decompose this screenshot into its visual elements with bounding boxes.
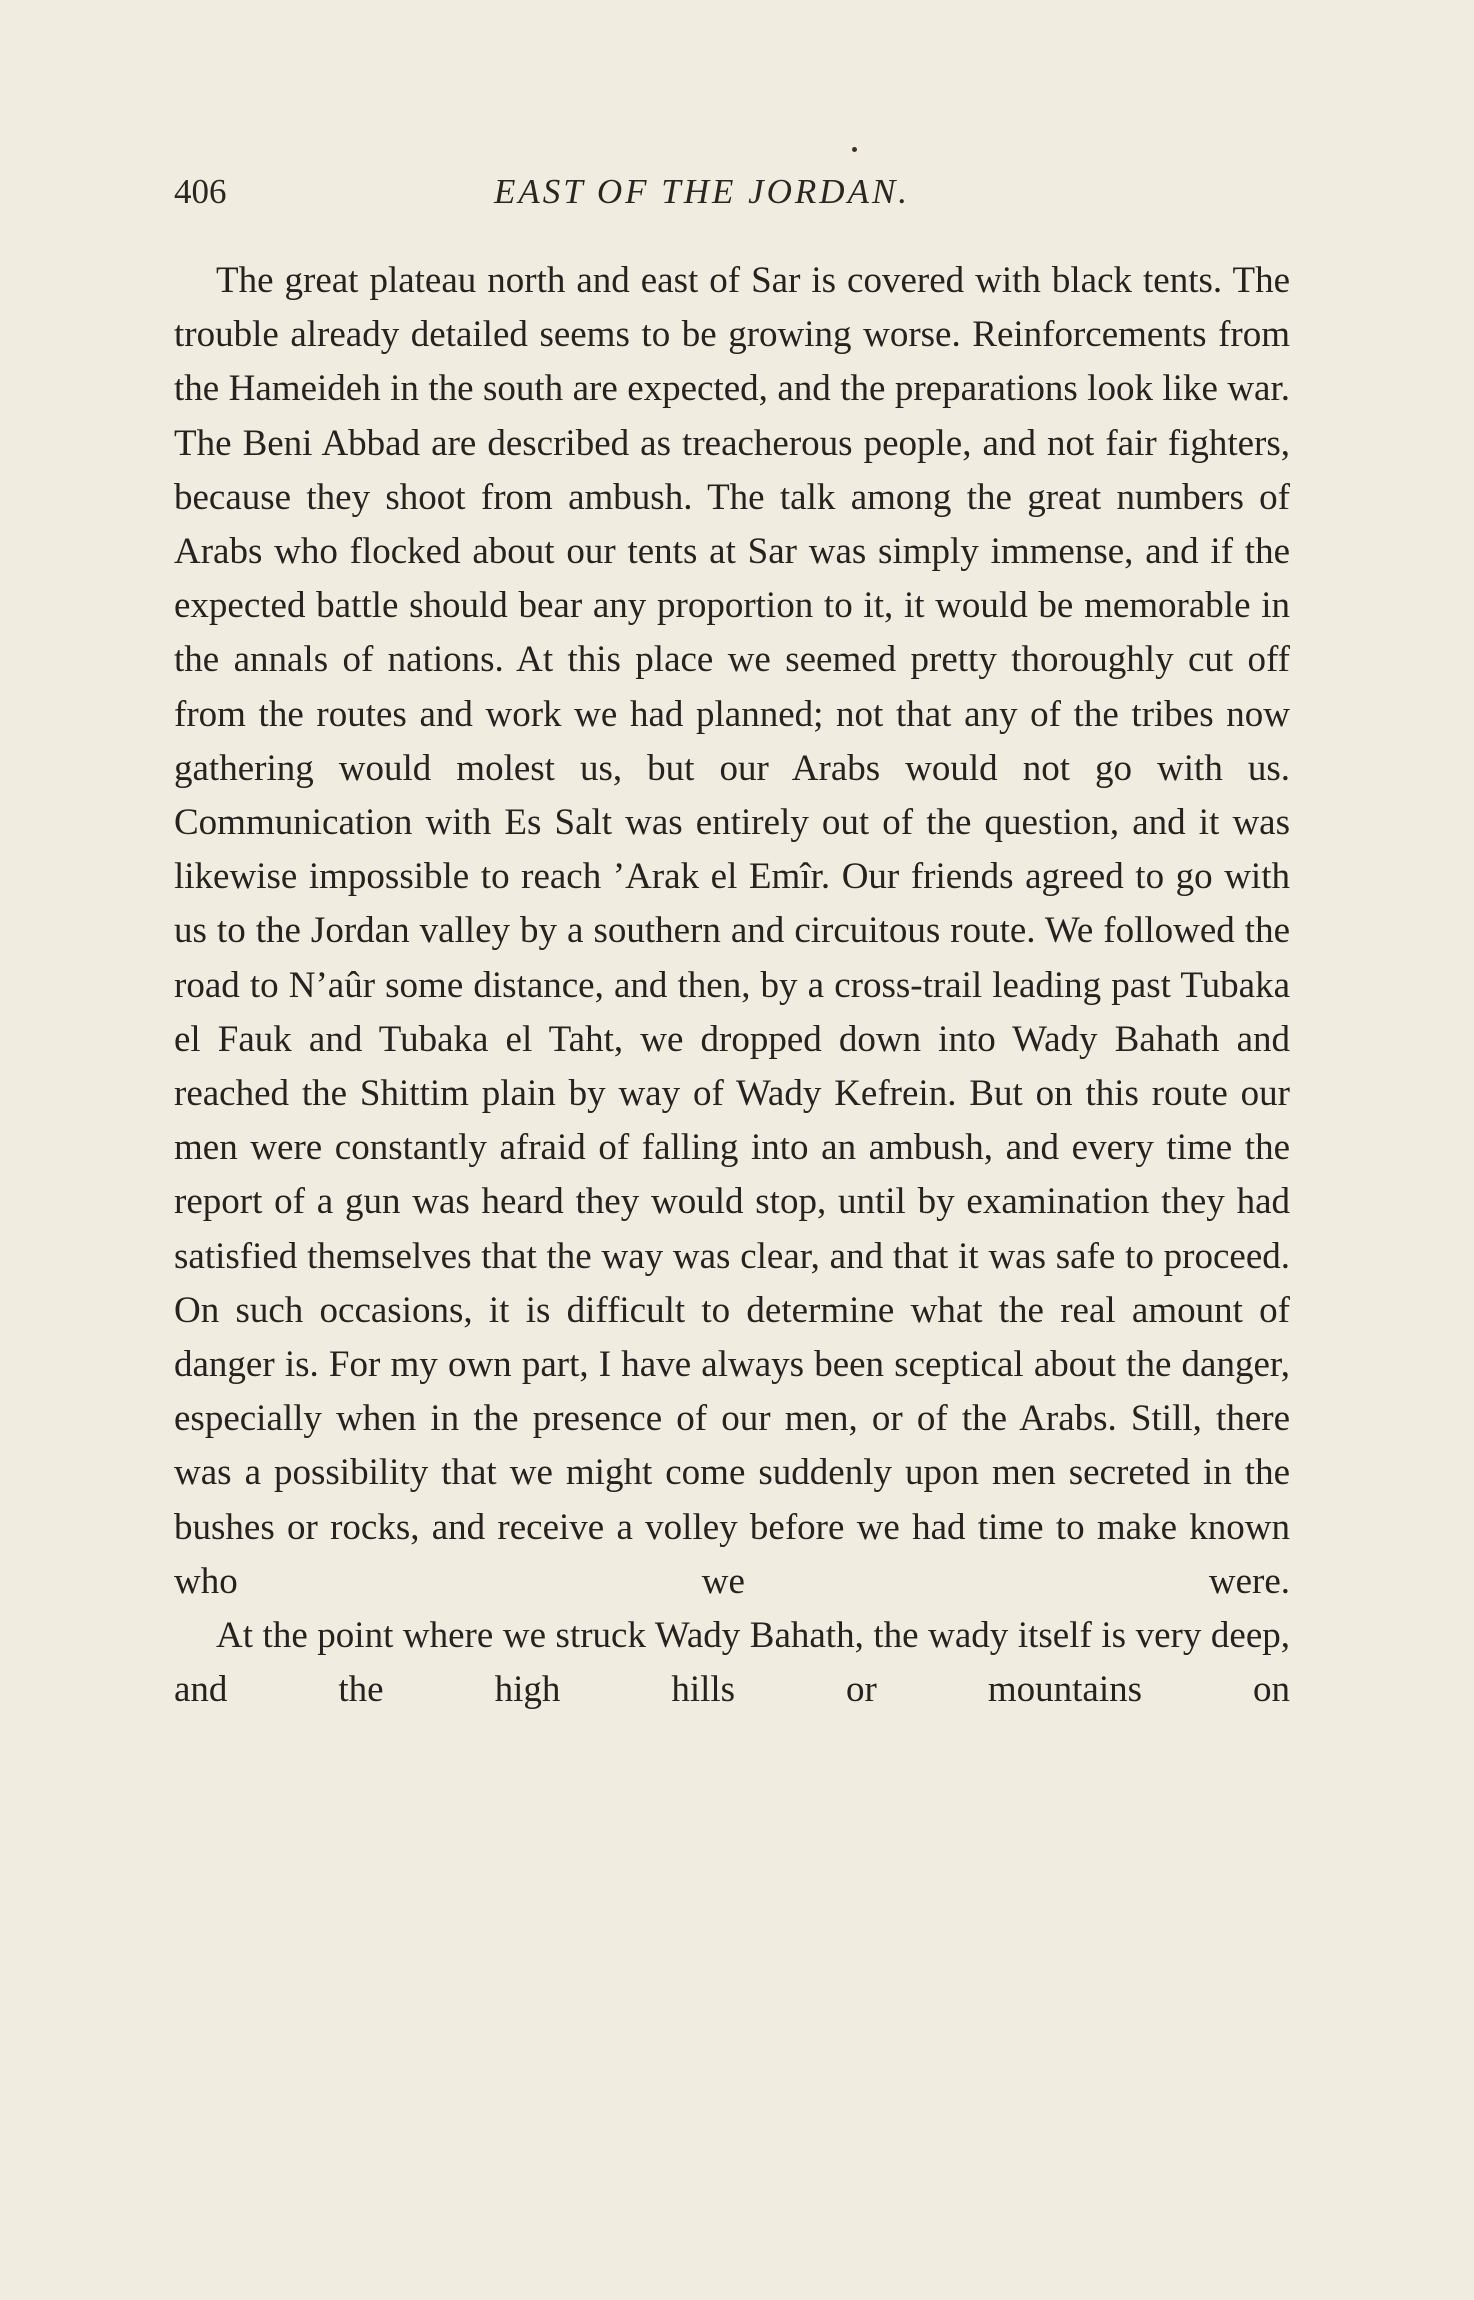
body-text xyxy=(174,254,1290,1717)
print-speck xyxy=(852,147,857,152)
running-title: EAST OF THE JORDAN. xyxy=(494,172,911,211)
page-header xyxy=(174,172,1290,222)
page-number: 406 xyxy=(174,172,227,211)
paragraph-2: At the point where we struck Wady Bahath, the wady itself is very deep, and the high hills or mountains on xyxy=(174,1615,1290,1711)
paragraph-1: The great plateau north and east of Sar is covered with black tents. The trouble already detailed seems to be growing worse. Reinforcements from the Hameideh in the south are expected, and the preparations look like war. The Beni Abbad are described as treacherous people, and not fair fighters, because they shoot from ambush. The talk among the great numbers of Arabs who flocked about our tents at Sar was simply immense, and if the expected battle should bear any proportion to it, it would be memorable in the annals of nations. At this place we seemed pretty thoroughly cut off from the routes and work we had planned; not that any of the tribes now gathering would molest us, but our Arabs would not go with us. Communication with Es Salt was entirely out of the question, and it was likewise impossible to reach ’Arak el Emîr. Our friends agreed to go with us to the Jordan valley by a southern and circuitous route. We followed the road to N’aûr some distance, and then, by a cross-trail leading past Tubaka el Fauk and Tubaka el Taht, we dropped down into Wady Bahath and reached the Shittim plain by way of Wady Kefrein. But on this route our men were constantly afraid of falling into an ambush, and every time the report of a gun was heard they would stop, until by examination they had satisfied themselves that the way was clear, and that it was safe to proceed. On such occasions, it is difficult to determine what the real amount of danger is. For my own part, I have always been sceptical about the danger, especially when in the presence of our men, or of the Arabs. Still, there was a possibility that we might come suddenly upon men secreted in the bushes or rocks, and receive a volley before we had time to make known who we were. xyxy=(174,260,1290,1602)
